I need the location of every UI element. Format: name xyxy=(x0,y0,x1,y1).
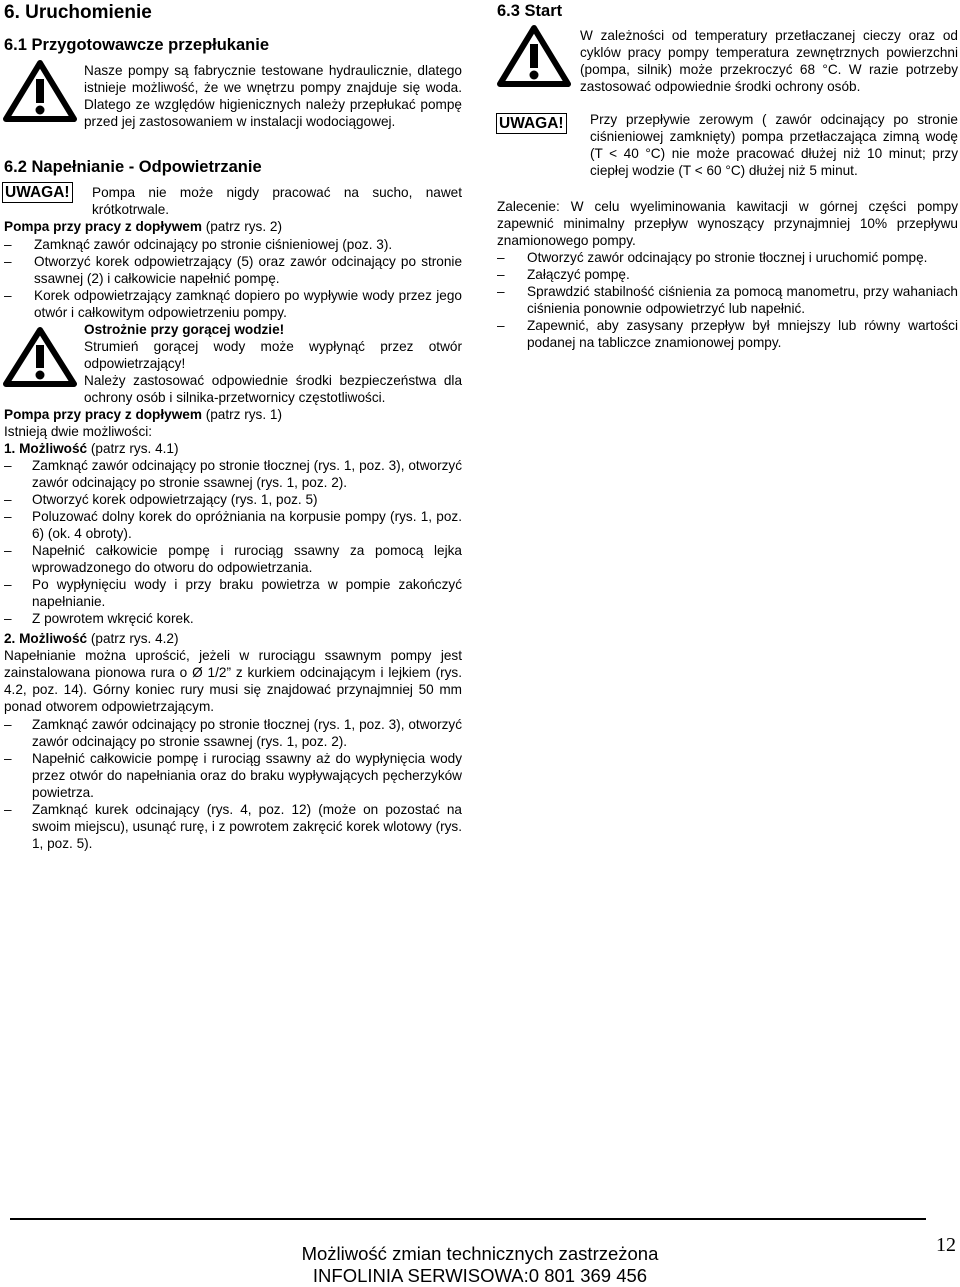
list-item: – Załączyć pompę. xyxy=(497,267,630,282)
list-item-text: Zapewnić, aby zasysany przepływ był mniejszy lub równy wartości podanej na tabliczce znamionowej pompy. xyxy=(527,318,958,350)
list-item: – Napełnić całkowicie pompę i rurociąg ssawny za pomocą lejka wprowadzonego do otworu do odpowietrzania. xyxy=(4,543,462,575)
warning-icon xyxy=(2,59,78,123)
warning-bold: Ostrożnie przy gorącej wodzie! xyxy=(84,322,285,337)
list-item: – Z powrotem wkręcić korek. xyxy=(4,611,194,626)
option-2-rest: (patrz rys. 4.2) xyxy=(87,631,179,646)
list-item: – Korek odpowietrzający zamknąć dopiero po wypływie wody przez jego otwór i całkowitym odpowietrzeniu pompy. xyxy=(4,288,462,320)
option-2-paragraph: Napełnianie można uprościć, jeżeli w rurociągu ssawnym pompy jest zainstalowana pionowa rura o Ø 1/2” z kurkiem odcinającym i lejkiem (rys. 4.2, poz. 14). Górny koniec rury musi się znajdować przynajmniej 50 mm ponad otworem odpowietrzającym. xyxy=(4,648,462,714)
option-1-rest: (patrz rys. 4.1) xyxy=(87,441,179,456)
footer xyxy=(200,1243,760,1287)
sub1-bold: Pompa przy pracy z dopływem xyxy=(4,219,202,234)
list-item-text: Napełnić całkowicie pompę i rurociąg ssawny aż do wypłynięcia wody przez otwór do napełniania oraz do braku wypływających pęcherzyków powietrza. xyxy=(32,751,462,800)
sub2-bold: Pompa przy pracy z dopływem xyxy=(4,407,202,422)
start-list xyxy=(497,249,958,351)
sub2-rest: (patrz rys. 1) xyxy=(201,407,282,422)
uwaga-text-content: Pompa nie może nigdy pracować na sucho, nawet krótkotrwale. xyxy=(92,185,462,217)
list-item: – Poluzować dolny korek do opróżniania na korpusie pompy (rys. 1, poz. 6) (ok. 4 obroty). xyxy=(4,509,462,541)
warning-icon xyxy=(2,326,78,388)
list-item-text: Napełnić całkowicie pompę i rurociąg ssawny za pomocą lejka wprowadzonego do otworu do odpowietrzania. xyxy=(32,543,462,575)
option-1-heading xyxy=(4,440,179,457)
list-item: – Sprawdzić stabilność ciśnienia za pomocą manometru, przy wahaniach ciśnienia ponownie odpowietrzyć lub napełnić. xyxy=(497,284,958,316)
list-item-text: Zamknąć zawór odcinający po stronie tłocznej (rys. 1, poz. 3), otworzyć zawór odcinający po stronie ssawnej (rys. 1, poz. 2). xyxy=(32,717,462,749)
heading-6-2: 6.2 Napełnianie - Odpowietrzanie xyxy=(4,158,262,176)
sub1-list xyxy=(4,236,462,321)
footer-hotline: INFOLINIA SERWISOWA:0 801 369 456 xyxy=(312,1265,648,1286)
list-item-text: Zamknąć zawór odcinający po stronie ciśnieniowej (poz. 3). xyxy=(34,237,393,252)
footer-notice: Możliwość zmian technicznych zastrzeżona xyxy=(301,1243,659,1264)
hot-water-warning xyxy=(84,321,462,406)
list-item: – Zamknąć zawór odcinający po stronie tłocznej (rys. 1, poz. 3), otworzyć zawór odcinający po stronie ssawnej (rys. 1, poz. 2). xyxy=(4,717,462,749)
list-item: – Zamknąć zawór odcinający po stronie ciśnieniowej (poz. 3). xyxy=(4,237,393,252)
list-item: – Napełnić całkowicie pompę i rurociąg ssawny aż do wypłynięcia wody przez otwór do napełniania oraz do braku wypływających pęcherzyków powietrza. xyxy=(4,751,462,800)
options-intro: Istnieją dwie możliwości: xyxy=(4,424,153,439)
list-item-text: Otworzyć zawór odcinający po stronie tłocznej i uruchomić pompę. xyxy=(527,250,928,265)
list-item-text: Sprawdzić stabilność ciśnienia za pomocą manometru, przy wahaniach ciśnienia ponownie odpowietrzyć lub napełnić. xyxy=(527,284,958,316)
heading-6-1: 6.1 Przygotowawcze przepłukanie xyxy=(4,36,269,54)
list-item-text: Z powrotem wkręcić korek. xyxy=(32,611,194,626)
sub2-heading xyxy=(4,406,282,423)
list-item-text: Korek odpowietrzający zamknąć dopiero po wypływie wody przez jego otwór i całkowitym odpowietrzeniu pompy. xyxy=(34,288,462,320)
recommendation: Zalecenie: W celu wyeliminowania kawitacji w górnej części pompy zapewnić minimalny przepływ wynoszący przynajmniej 10% przepływu znamionowego pompy. xyxy=(497,199,958,248)
warning-text-2: Należy zastosować odpowiednie środki bezpieczeństwa dla ochrony osób i silnika-przetwornicy częstotliwości. xyxy=(84,373,462,405)
warning-icon xyxy=(496,24,572,88)
list-item-text: Załączyć pompę. xyxy=(527,267,630,282)
list-item-text: Zamknąć kurek odcinający (rys. 4, poz. 12) (może on pozostać na swoim miejscu), usunąć rurę, i z powrotem zakręcić korek wlotowy (rys. 1, poz. 5). xyxy=(32,802,462,851)
section-title: 6. Uruchomienie xyxy=(4,2,152,23)
footer-divider xyxy=(10,1218,926,1220)
list-item: – Zamknąć kurek odcinający (rys. 4, poz. 12) (może on pozostać na swoim miejscu), usunąć rurę, i z powrotem zakręcić korek wlotowy (rys. 1, poz. 5). xyxy=(4,802,462,851)
list-item: – Zapewnić, aby zasysany przepływ był mniejszy lub równy wartości podanej na tabliczce znamionowej pompy. xyxy=(497,318,958,350)
list-item: – Otworzyć korek odpowietrzający (5) oraz zawór odcinający po stronie ssawnej (2) i całkowicie napełnić pompę. xyxy=(4,254,462,286)
option-1-bold: 1. Możliwość xyxy=(4,441,88,456)
uwaga-text xyxy=(92,184,462,218)
list-item-text: Otworzyć korek odpowietrzający (5) oraz zawór odcinający po stronie ssawnej (2) i całkowicie napełnić pompę. xyxy=(34,254,462,286)
flush-paragraph: Nasze pompy są fabrycznie testowane hydraulicznie, dlatego istnieje możliwość, że we wnętrzu pompy znajduje się woda. Dlatego ze względów higienicznych należy przepłukać pompę przed jej zastosowaniem w instalacji wodociągowej. xyxy=(84,63,462,129)
page-number: 12 xyxy=(936,1234,956,1256)
list-item-text: Poluzować dolny korek do opróżniania na korpusie pompy (rys. 1, poz. 6) (ok. 4 obroty). xyxy=(32,509,462,541)
option-2-list xyxy=(4,716,462,852)
list-item: – Po wypłynięciu wody i przy braku powietrza w pompie zakończyć napełnianie. xyxy=(4,577,462,609)
sub1-heading xyxy=(4,218,282,235)
list-item: – Otworzyć korek odpowietrzający (rys. 1, poz. 5) xyxy=(4,492,318,507)
list-item: – Otworzyć zawór odcinający po stronie tłocznej i uruchomić pompę. xyxy=(497,250,928,265)
list-item-text: Otworzyć korek odpowietrzający (rys. 1, poz. 5) xyxy=(32,492,318,507)
heading-6-3: 6.3 Start xyxy=(497,2,563,20)
list-item: – Zamknąć zawór odcinający po stronie tłocznej (rys. 1, poz. 3), otworzyć zawór odcinający po stronie ssawnej (rys. 1, poz. 2). xyxy=(4,458,462,490)
sub1-rest: (patrz rys. 2) xyxy=(201,219,282,234)
uwaga-badge: UWAGA! xyxy=(496,113,567,134)
temperature-warning: W zależności od temperatury przetłaczanej cieczy oraz od cyklów pracy pompy temperatura zewnętrznych powierzchni (pompa, silnik) może przekroczyć 68 °C. W razie potrzeby zastosować odpowiednie środki ochrony osób. xyxy=(580,28,958,94)
option-2-heading xyxy=(4,630,179,647)
warning-text-1: Strumień gorącej wody może wypłynąć przez otwór odpowietrzający! xyxy=(84,339,462,371)
list-item-text: Zamknąć zawór odcinający po stronie tłocznej (rys. 1, poz. 3), otworzyć zawór odcinający po stronie ssawnej (rys. 1, poz. 2). xyxy=(32,458,462,490)
option-2-bold: 2. Możliwość xyxy=(4,631,88,646)
uwaga-text: Przy przepływie zerowym ( zawór odcinający po stronie ciśnieniowej zamknięty) pompa przetłaczająca zimną wodę (T < 40 °C) nie może pracować dłużej niż 10 minut; przy ciepłej wodzie (T < 60 °C) dłużej niż 5 minut. xyxy=(590,112,958,178)
option-1-list xyxy=(4,457,462,627)
uwaga-badge: UWAGA! xyxy=(2,182,73,203)
list-item-text: Po wypłynięciu wody i przy braku powietrza w pompie zakończyć napełnianie. xyxy=(32,577,462,609)
